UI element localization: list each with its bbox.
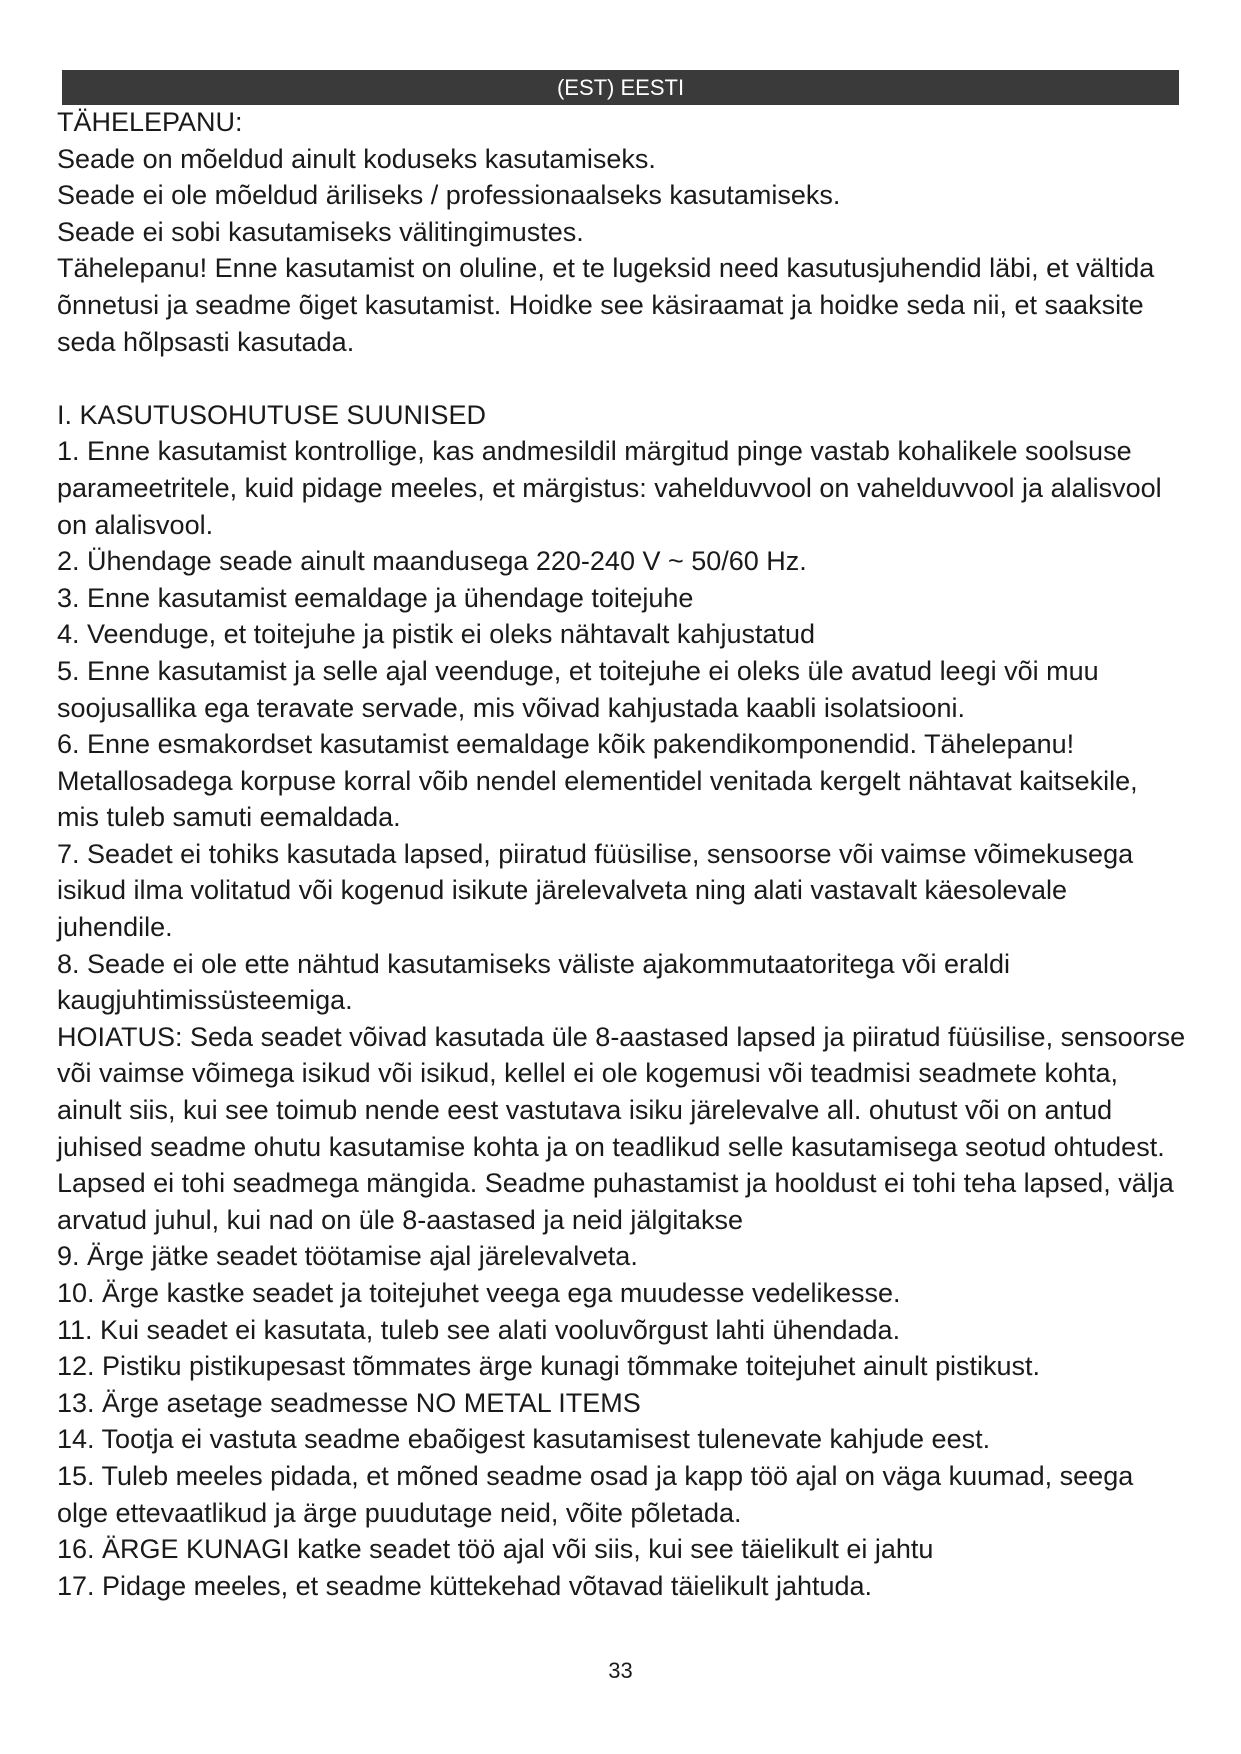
safety-item-1: 1. Enne kasutamist kontrollige, kas andmesildil märgitud pinge vastab kohalikele soolsuse parameetritele, kuid pidage meeles, et märgistus: vahelduvvool on vahelduvvool ja alalisvool on alalisvool.: [57, 436, 1162, 540]
safety-item-3: 3. Enne kasutamist eemaldage ja ühendage toitejuhe: [57, 582, 694, 613]
safety-item-5: 5. Enne kasutamist ja selle ajal veenduge, et toitejuhe ei oleks üle avatud leegi või muu soojusallika ega teravate servade, mis võivad kahjustada kaabli isolatsiooni.: [57, 655, 1099, 723]
safety-item-4: 4. Veenduge, et toitejuhe ja pistik ei oleks nähtavalt kahjustatud: [57, 619, 816, 650]
safety-item-17: 17. Pidage meeles, et seadme küttekehad võtavad täielikult jahtuda.: [57, 1570, 873, 1601]
safety-item-16: 16. ÄRGE KUNAGI katke seadet töö ajal või siis, kui see täielikult ei jahtu: [57, 1534, 934, 1565]
section-spacer: [57, 360, 1187, 397]
safety-item-13: 13. Ärge asetage seadmesse NO METAL ITEMS: [57, 1387, 641, 1418]
document-body: [57, 104, 1187, 1604]
safety-item-12: 12. Pistiku pistikupesast tõmmates ärge kunagi tõmmake toitejuhet ainult pistikust.: [57, 1351, 1040, 1382]
warning-paragraph: HOIATUS: Seda seadet võivad kasutada üle 8-aastased lapsed ja piiratud füüsilise, sensoorse või vaimse võimega isikud või isikud, kellel ei ole kogemusi või teadmisi seadmete kohta, ainult siis, kui see toimub nende eest vastutava isiku järelevalve all. ohutust või on antud juhised seadme ohutu kasutamise kohta ja on teadlikud selle kasutamisega seotud ohtudest. Lapsed ei tohi seadmega mängida. Seadme puhastamist ja hooldust ei tohi teha lapsed, välja arvatud juhul, kui nad on üle 8-aastased ja neid jälgitakse: [57, 1021, 1186, 1235]
safety-item-2: 2. Ühendage seade ainult maandusega 220-240 V ~ 50/60 Hz.: [57, 546, 807, 577]
safety-item-14: 14. Tootja ei vastuta seadme ebaõigest kasutamisest tulenevate kahjude eest.: [57, 1424, 991, 1455]
language-header-label: (EST) EESTI: [556, 75, 685, 100]
safety-item-9: 9. Ärge jätke seadet töötamise ajal järelevalveta.: [57, 1241, 638, 1272]
safety-item-15: 15. Tuleb meeles pidada, et mõned seadme osad ja kapp töö ajal on väga kuumad, seega olge ettevaatlikud ja ärge puudutage neid, võite põletada.: [57, 1460, 1134, 1528]
safety-item-8: 8. Seade ei ole ette nähtud kasutamiseks väliste ajakommutaatoritega või eraldi kaugjuhtimissüsteemiga.: [57, 948, 1011, 1016]
safety-item-6: 6. Enne esmakordset kasutamist eemaldage kõik pakendikomponendid. Tähelepanu! Metallosadega korpuse korral võib nendel elementidel venitada kergelt nähtavat kaitsekile, mis tuleb samuti eemaldada.: [57, 729, 1138, 833]
attention-heading: TÄHELEPANU:: [57, 107, 243, 137]
language-header-bar: [62, 70, 1179, 105]
intro-not-commercial: Seade ei ole mõeldud äriliseks / professionaalseks kasutamiseks.: [57, 180, 841, 211]
intro-home-use: Seade on mõeldud ainult koduseks kasutamiseks.: [57, 143, 656, 174]
page-number: 33: [608, 1658, 633, 1683]
safety-item-11: 11. Kui seadet ei kasutata, tuleb see alati vooluvõrgust lahti ühendada.: [57, 1314, 901, 1345]
intro-read-manual: Tähelepanu! Enne kasutamist on oluline, et te lugeksid need kasutusjuhendid läbi, et vältida õnnetusi ja seadme õiget kasutamist. Hoidke see käsiraamat ja hoidke seda nii, et saaksite seda hõlpsasti kasutada.: [57, 253, 1155, 357]
safety-item-7: 7. Seadet ei tohiks kasutada lapsed, piiratud füüsilise, sensoorse või vaimse võimekusega isikud ilma volitatud või kogenud isikute järelevalveta ning alati vastavalt käesolevale juhendile.: [57, 838, 1134, 943]
section-title: I. KASUTUSOHUTUSE SUUNISED: [57, 399, 487, 430]
intro-not-outdoor: Seade ei sobi kasutamiseks välitingimustes.: [57, 216, 584, 247]
safety-item-10: 10. Ärge kastke seadet ja toitejuhet veega ega muudesse vedelikesse.: [57, 1278, 901, 1308]
